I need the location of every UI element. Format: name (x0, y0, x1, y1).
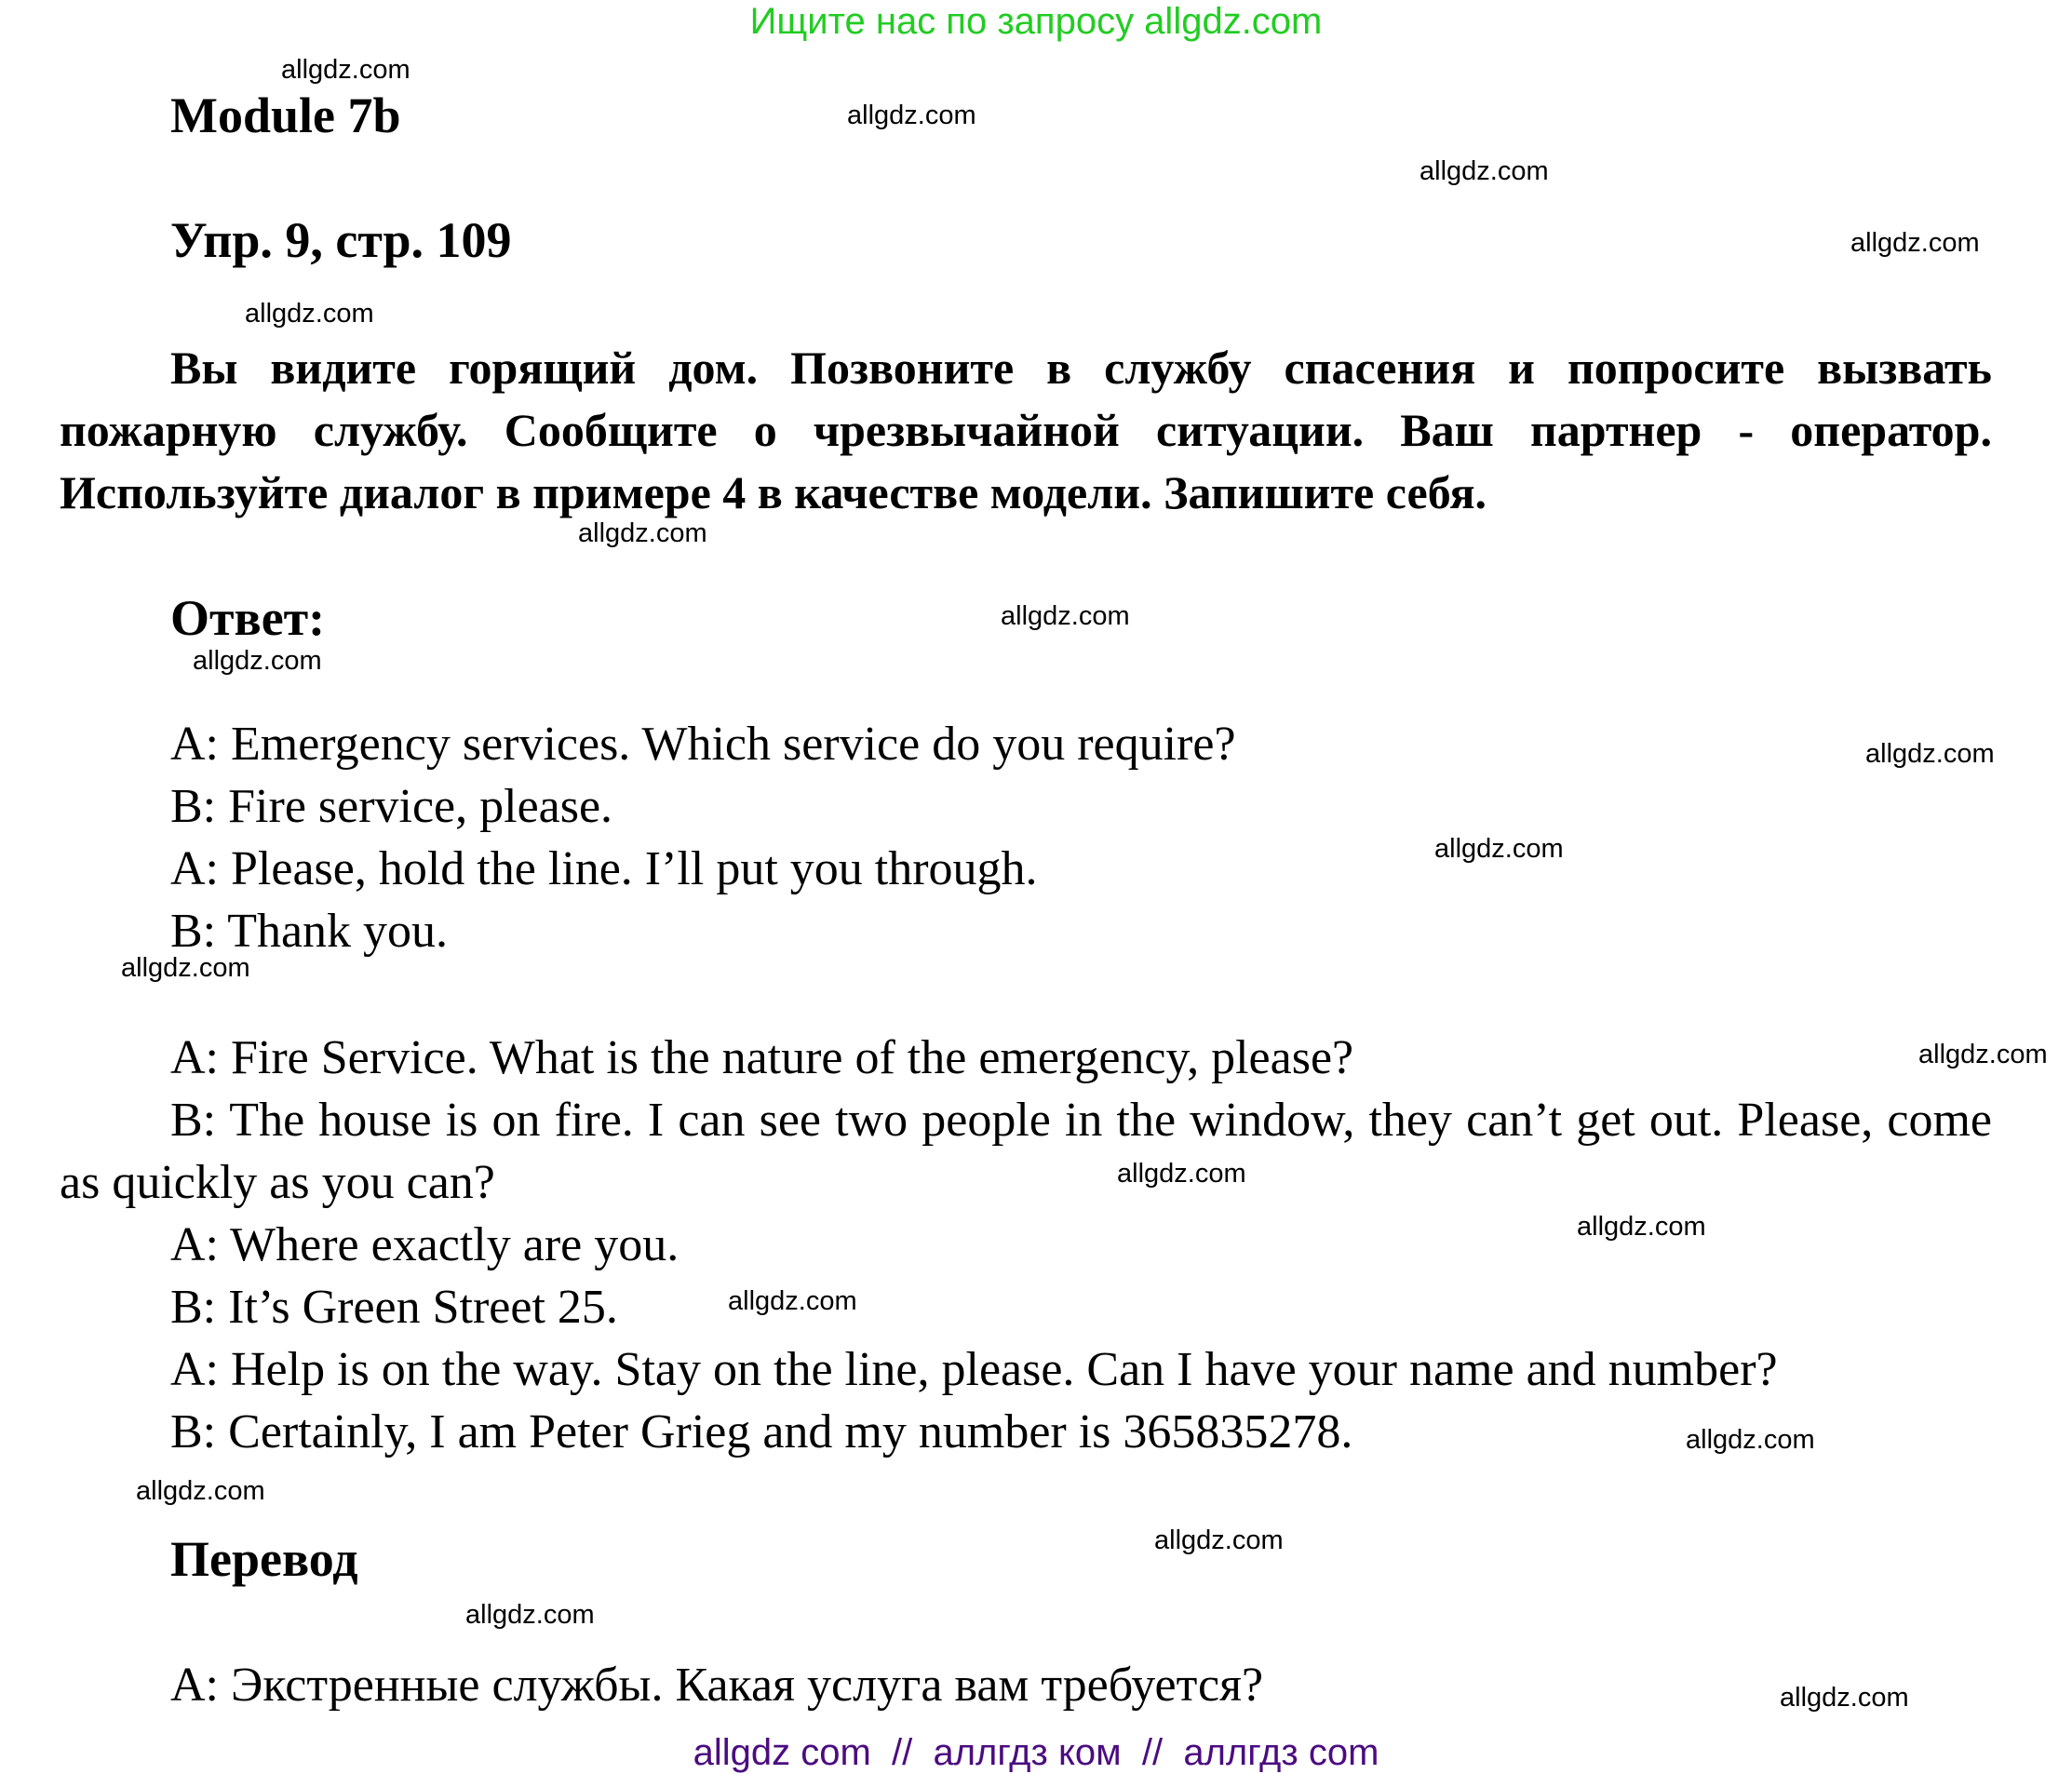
watermark: allgdz.com (1686, 1425, 1815, 1455)
watermark: allgdz.com (193, 646, 322, 676)
translation-heading: Перевод (170, 1531, 358, 1587)
dialogue-line: B: Certainly, I am Peter Grieg and my number is 365835278. (170, 1405, 1353, 1458)
dialogue-line: A: Help is on the way. Stay on the line, please. Can I have your name and number? (170, 1343, 1778, 1396)
dialogue-line: B: Thank you. (170, 905, 449, 958)
watermark: allgdz.com (1865, 739, 1995, 769)
dialogue-line: B: It’s Green Street 25. (170, 1281, 618, 1334)
watermark: allgdz.com (578, 518, 707, 548)
watermark: allgdz.com (1117, 1159, 1246, 1189)
dialogue-line: B: The house is on fire. I can see two people in the window, they can’t get out. Please, come as quickly as you can? (60, 1094, 1992, 1209)
watermark: allgdz.com (1434, 834, 1564, 864)
search-banner[interactable]: Ищите нас по запросу allgdz.com (749, 1, 1323, 42)
watermark: allgdz.com (121, 953, 250, 983)
watermark: allgdz.com (728, 1286, 857, 1316)
watermark: allgdz.com (1918, 1040, 2048, 1069)
watermark: allgdz.com (1419, 156, 1549, 186)
exercise-title: Упр. 9, стр. 109 (170, 212, 512, 268)
watermark: allgdz.com (1850, 228, 1980, 258)
translation (0, 1654, 1263, 1716)
watermark: allgdz.com (1780, 1683, 1909, 1713)
dialogue-part-1 (0, 713, 1236, 962)
watermark: allgdz.com (1577, 1212, 1706, 1242)
dialogue-line: A: Please, hold the line. I’ll put you through. (170, 842, 1038, 895)
dialogue-line: A: Where exactly are you. (170, 1218, 679, 1271)
watermark: allgdz.com (245, 299, 374, 329)
watermark: allgdz.com (136, 1476, 265, 1506)
footer-watermark: allgdz com // аллгдз ком // аллгдз com (693, 1732, 1379, 1773)
task-text: Вы видите горящий дом. Позвоните в службу спасения и попросите вызвать пожарную службу. Сообщите о чрезвычайной ситуации. Ваш партнер - оператор. Используйте диалог в примере 4 в качестве модели. Запишите себя. (60, 342, 1992, 518)
watermark: allgdz.com (281, 55, 410, 85)
watermark: allgdz.com (847, 101, 976, 130)
dialogue-line: B: Fire service, please. (170, 780, 613, 833)
watermark: allgdz.com (1154, 1525, 1284, 1555)
watermark: allgdz.com (465, 1600, 595, 1630)
module-title: Module 7b (170, 87, 401, 143)
answer-heading: Ответ: (170, 590, 326, 646)
dialogue-line: A: Emergency services. Which service do you require? (170, 718, 1236, 771)
dialogue-part-2 (0, 1027, 2072, 1463)
dialogue-line: A: Fire Service. What is the nature of the emergency, please? (170, 1031, 1354, 1084)
translation-line: A: Экстренные службы. Какая услуга вам требуется? (170, 1659, 1264, 1712)
watermark: allgdz.com (1001, 601, 1130, 631)
